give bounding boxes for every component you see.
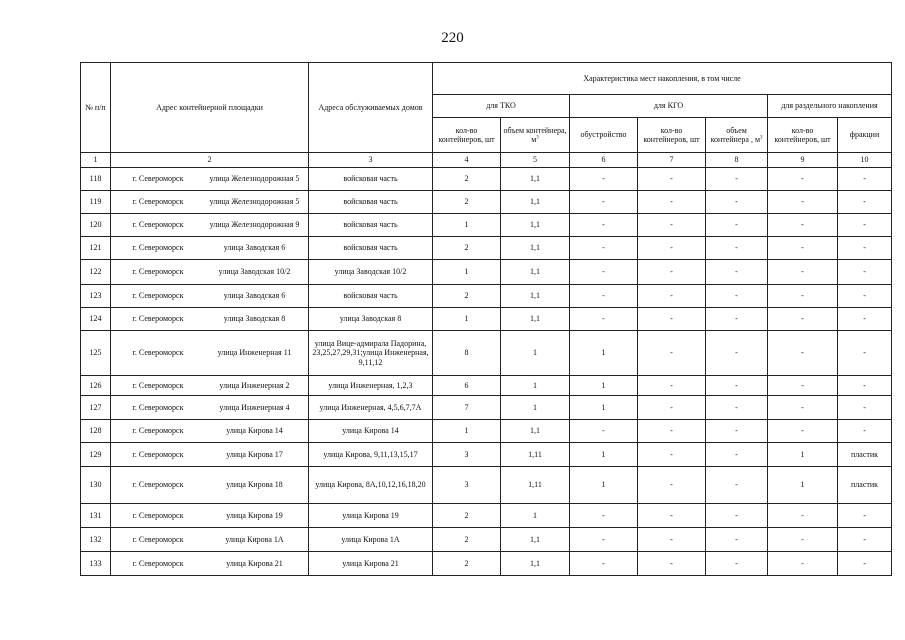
cell-sep-fraction: пластик — [838, 467, 892, 504]
cell-street: улица Заводская 6 — [223, 291, 286, 301]
cell-city: г. Североморск — [132, 480, 184, 490]
cell-kgo-arrangement: 1 — [570, 396, 638, 420]
table-header — [81, 63, 892, 168]
cell-num: 121 — [81, 237, 111, 260]
cell-site-address — [111, 467, 309, 504]
cell-sep-fraction: - — [838, 191, 892, 214]
cell-sep-count: - — [768, 396, 838, 420]
col-number: 2 — [111, 153, 309, 168]
header-tko: для ТКО — [433, 95, 570, 118]
cell-tko-count: 2 — [433, 237, 501, 260]
cell-kgo-arrangement: - — [570, 504, 638, 528]
cell-sep-fraction: - — [838, 396, 892, 420]
cell-tko-count: 2 — [433, 504, 501, 528]
col-number: 6 — [570, 153, 638, 168]
cell-tko-count: 2 — [433, 168, 501, 191]
cell-kgo-volume: - — [706, 420, 768, 443]
cell-tko-count: 7 — [433, 396, 501, 420]
cell-city: г. Североморск — [132, 510, 184, 520]
cell-sep-count: - — [768, 237, 838, 260]
header-kgo-count: кол-во контейнеров, шт — [638, 118, 706, 153]
header-tko-count: кол-во контейнеров, шт — [433, 118, 501, 153]
cell-num: 131 — [81, 504, 111, 528]
cell-kgo-arrangement: 1 — [570, 376, 638, 396]
cell-served-houses: улица Кирова 1А — [309, 528, 433, 552]
cell-tko-volume: 1,1 — [501, 308, 570, 331]
header-served-houses: Адреса обслуживаемых домов — [309, 63, 433, 153]
cell-kgo-count: - — [638, 168, 706, 191]
cell-site-address — [111, 528, 309, 552]
cell-num: 129 — [81, 443, 111, 467]
cell-site-address — [111, 260, 309, 285]
cell-tko-volume: 1,1 — [501, 260, 570, 285]
cell-sep-count: 1 — [768, 443, 838, 467]
cell-site-address — [111, 504, 309, 528]
cell-kgo-count: - — [638, 443, 706, 467]
cell-tko-volume: 1,1 — [501, 168, 570, 191]
cell-sep-count: - — [768, 308, 838, 331]
cell-served-houses: улица Заводская 8 — [309, 308, 433, 331]
cell-served-houses: улица Кирова 14 — [309, 420, 433, 443]
cell-city: г. Североморск — [132, 402, 184, 412]
table-row — [81, 504, 892, 528]
cell-kgo-arrangement: 1 — [570, 331, 638, 376]
col-number: 9 — [768, 153, 838, 168]
column-numbers-row — [81, 153, 892, 168]
cell-tko-count: 2 — [433, 552, 501, 576]
cell-tko-volume: 1 — [501, 331, 570, 376]
cell-street: улица Заводская 8 — [223, 314, 286, 324]
cell-served-houses: улица Кирова 21 — [309, 552, 433, 576]
table-row — [81, 237, 892, 260]
cell-site-address — [111, 331, 309, 376]
cell-kgo-count: - — [638, 528, 706, 552]
cell-kgo-arrangement: - — [570, 168, 638, 191]
cell-num: 127 — [81, 396, 111, 420]
cell-kgo-count: - — [638, 285, 706, 308]
cell-tko-volume: 1 — [501, 396, 570, 420]
cell-served-houses: улица Вице-адмирала Падорина, 23,25,27,29,31;улица Инженерная, 9,11,12 — [309, 331, 433, 376]
cell-street: улица Инженерная 2 — [219, 380, 290, 390]
cell-city: г. Североморск — [132, 449, 184, 459]
cell-city: г. Североморск — [132, 267, 184, 277]
cell-kgo-volume: - — [706, 191, 768, 214]
cell-city: г. Североморск — [132, 426, 184, 436]
col-number: 7 — [638, 153, 706, 168]
cell-sep-count: - — [768, 552, 838, 576]
cell-sep-fraction: - — [838, 260, 892, 285]
cell-site-address — [111, 214, 309, 237]
cell-street: улица Инженерная 11 — [217, 348, 292, 358]
table-row — [81, 214, 892, 237]
cell-site-address — [111, 396, 309, 420]
cell-served-houses: войсковая часть — [309, 191, 433, 214]
cell-sep-fraction: - — [838, 420, 892, 443]
col-number: 10 — [838, 153, 892, 168]
cell-served-houses: улица Инженерная, 4,5,6,7,7А — [309, 396, 433, 420]
cell-city: г. Североморск — [132, 291, 184, 301]
cell-kgo-arrangement: - — [570, 214, 638, 237]
cell-site-address — [111, 237, 309, 260]
cell-sep-count: - — [768, 376, 838, 396]
cell-tko-count: 1 — [433, 308, 501, 331]
cell-served-houses: улица Кирова 19 — [309, 504, 433, 528]
cell-kgo-volume: - — [706, 237, 768, 260]
cell-tko-volume: 1,1 — [501, 237, 570, 260]
col-number: 3 — [309, 153, 433, 168]
cell-city: г. Североморск — [132, 174, 184, 184]
cell-kgo-count: - — [638, 467, 706, 504]
cell-kgo-volume: - — [706, 168, 768, 191]
cell-tko-volume: 1,1 — [501, 528, 570, 552]
cell-tko-count: 6 — [433, 376, 501, 396]
cell-kgo-count: - — [638, 376, 706, 396]
col-number: 8 — [706, 153, 768, 168]
cell-tko-count: 1 — [433, 214, 501, 237]
cell-kgo-volume: - — [706, 528, 768, 552]
table-row — [81, 285, 892, 308]
table-row — [81, 331, 892, 376]
cell-street: улица Железнодорожная 5 — [209, 174, 300, 184]
cell-sep-fraction: - — [838, 237, 892, 260]
cell-kgo-count: - — [638, 331, 706, 376]
cell-sep-fraction: - — [838, 285, 892, 308]
cell-served-houses: улица Кирова, 8А,10,12,16,18,20 — [309, 467, 433, 504]
cell-num: 128 — [81, 420, 111, 443]
cell-kgo-volume: - — [706, 331, 768, 376]
cell-site-address — [111, 420, 309, 443]
cell-sep-fraction: - — [838, 552, 892, 576]
cell-kgo-count: - — [638, 237, 706, 260]
cell-sep-count: - — [768, 191, 838, 214]
cell-kgo-arrangement: 1 — [570, 467, 638, 504]
table-row — [81, 260, 892, 285]
cell-kgo-count: - — [638, 420, 706, 443]
cell-tko-count: 3 — [433, 467, 501, 504]
cell-kgo-arrangement: 1 — [570, 443, 638, 467]
header-tko-volume: объем контейнера, $м^3$ — [501, 118, 570, 153]
cell-sep-count: 1 — [768, 467, 838, 504]
cell-kgo-volume: - — [706, 260, 768, 285]
cell-tko-volume: 1,1 — [501, 420, 570, 443]
table-row — [81, 191, 892, 214]
table-row — [81, 396, 892, 420]
cell-kgo-count: - — [638, 260, 706, 285]
cell-served-houses: войсковая часть — [309, 214, 433, 237]
cell-sep-count: - — [768, 504, 838, 528]
cell-served-houses: войсковая часть — [309, 168, 433, 191]
cell-city: г. Североморск — [132, 314, 184, 324]
header-kgo-volume: объем контейнера , $м^3$ — [706, 118, 768, 153]
cell-num: 120 — [81, 214, 111, 237]
cell-street: улица Железнодорожная 5 — [209, 197, 300, 207]
col-number: 1 — [81, 153, 111, 168]
page-number: 220 — [441, 30, 464, 46]
cell-kgo-volume: - — [706, 285, 768, 308]
cell-city: г. Североморск — [132, 348, 184, 358]
cell-served-houses: улица Инженерная, 1,2,3 — [309, 376, 433, 396]
cell-kgo-count: - — [638, 552, 706, 576]
cell-tko-count: 2 — [433, 528, 501, 552]
table-row — [81, 168, 892, 191]
cell-sep-count: - — [768, 331, 838, 376]
cell-tko-volume: 1 — [501, 376, 570, 396]
cell-kgo-arrangement: - — [570, 528, 638, 552]
cell-street: улица Кирова 1А — [225, 534, 284, 544]
table-row — [81, 420, 892, 443]
header-site-address: Адрес контейнерной площадки — [111, 63, 309, 153]
cell-sep-count: - — [768, 285, 838, 308]
cell-tko-count: 2 — [433, 285, 501, 308]
cell-num: 125 — [81, 331, 111, 376]
cell-kgo-count: - — [638, 504, 706, 528]
cell-num: 118 — [81, 168, 111, 191]
cell-sep-count: - — [768, 528, 838, 552]
header-kgo: для КГО — [570, 95, 768, 118]
cell-city: г. Североморск — [132, 220, 184, 230]
cell-served-houses: войсковая часть — [309, 237, 433, 260]
cell-tko-volume: 1,1 — [501, 285, 570, 308]
cell-tko-count: 1 — [433, 260, 501, 285]
header-characteristics: Характеристика мест накопления, в том числе — [433, 63, 892, 95]
cell-tko-count: 8 — [433, 331, 501, 376]
cell-num: 126 — [81, 376, 111, 396]
header-sep-fraction: фракции — [838, 118, 892, 153]
cell-served-houses: улица Кирова, 9,11,13,15,17 — [309, 443, 433, 467]
cell-city: г. Североморск — [132, 243, 184, 253]
cell-sep-fraction: - — [838, 214, 892, 237]
cell-street: улица Кирова 17 — [226, 449, 283, 459]
cell-street: улица Кирова 21 — [226, 558, 283, 568]
cell-sep-fraction: - — [838, 376, 892, 396]
cell-tko-volume: 1,1 — [501, 191, 570, 214]
cell-kgo-arrangement: - — [570, 191, 638, 214]
cell-kgo-volume: - — [706, 504, 768, 528]
cell-tko-volume: 1,11 — [501, 443, 570, 467]
cell-sep-fraction: - — [838, 528, 892, 552]
cell-num: 124 — [81, 308, 111, 331]
cell-city: г. Североморск — [132, 380, 184, 390]
table-body — [81, 168, 892, 576]
cell-kgo-volume: - — [706, 552, 768, 576]
cell-kgo-volume: - — [706, 467, 768, 504]
cell-street: улица Кирова 18 — [226, 480, 283, 490]
cell-kgo-arrangement: - — [570, 237, 638, 260]
cell-kgo-arrangement: - — [570, 552, 638, 576]
cell-sep-count: - — [768, 214, 838, 237]
cell-street: улица Кирова 14 — [226, 426, 283, 436]
cell-city: г. Североморск — [132, 534, 184, 544]
cell-sep-fraction: - — [838, 504, 892, 528]
cell-sep-fraction: - — [838, 308, 892, 331]
table-row — [81, 443, 892, 467]
cell-sep-count: - — [768, 260, 838, 285]
cell-num: 133 — [81, 552, 111, 576]
cell-city: г. Североморск — [132, 197, 184, 207]
cell-street: улица Заводская 10/2 — [218, 267, 291, 277]
cell-city: г. Североморск — [132, 558, 184, 568]
cell-sep-count: - — [768, 420, 838, 443]
cell-sep-fraction: - — [838, 331, 892, 376]
cell-tko-count: 1 — [433, 420, 501, 443]
cell-street: улица Инженерная 4 — [219, 402, 290, 412]
cell-site-address — [111, 376, 309, 396]
cell-tko-count: 3 — [433, 443, 501, 467]
header-separate: для раздельного накопления — [768, 95, 892, 118]
cell-kgo-count: - — [638, 396, 706, 420]
cell-street: улица Железнодорожная 9 — [209, 220, 300, 230]
cell-kgo-count: - — [638, 214, 706, 237]
header-sep-count: кол-во контейнеров, шт — [768, 118, 838, 153]
cell-tko-volume: 1,11 — [501, 467, 570, 504]
cell-site-address — [111, 285, 309, 308]
cell-site-address — [111, 308, 309, 331]
cell-num: 122 — [81, 260, 111, 285]
cell-street: улица Заводская 6 — [223, 243, 286, 253]
cell-kgo-volume: - — [706, 443, 768, 467]
cell-kgo-volume: - — [706, 396, 768, 420]
col-number: 5 — [501, 153, 570, 168]
table-row — [81, 552, 892, 576]
cell-sep-fraction: пластик — [838, 443, 892, 467]
header-kgo-arrangement: обустройство — [570, 118, 638, 153]
container-sites-table — [80, 62, 892, 576]
cell-kgo-volume: - — [706, 308, 768, 331]
cell-served-houses: войсковая часть — [309, 285, 433, 308]
cell-kgo-count: - — [638, 308, 706, 331]
cell-tko-count: 2 — [433, 191, 501, 214]
table-row — [81, 528, 892, 552]
cell-num: 123 — [81, 285, 111, 308]
cell-kgo-count: - — [638, 191, 706, 214]
cell-num: 119 — [81, 191, 111, 214]
cell-served-houses: улица Заводская 10/2 — [309, 260, 433, 285]
header-num: № п/п — [81, 63, 111, 153]
cell-sep-fraction: - — [838, 168, 892, 191]
cell-num: 132 — [81, 528, 111, 552]
cell-site-address — [111, 552, 309, 576]
cell-site-address — [111, 443, 309, 467]
cell-kgo-arrangement: - — [570, 308, 638, 331]
col-number: 4 — [433, 153, 501, 168]
cell-site-address — [111, 191, 309, 214]
table-row — [81, 376, 892, 396]
cell-num: 130 — [81, 467, 111, 504]
table-row — [81, 467, 892, 504]
cell-kgo-arrangement: - — [570, 420, 638, 443]
cell-tko-volume: 1 — [501, 504, 570, 528]
table-row — [81, 308, 892, 331]
cell-kgo-arrangement: - — [570, 285, 638, 308]
cell-kgo-volume: - — [706, 214, 768, 237]
cell-sep-count: - — [768, 168, 838, 191]
cell-kgo-arrangement: - — [570, 260, 638, 285]
cell-site-address — [111, 168, 309, 191]
cell-kgo-volume: - — [706, 376, 768, 396]
cell-street: улица Кирова 19 — [226, 510, 283, 520]
cell-tko-volume: 1,1 — [501, 214, 570, 237]
cell-tko-volume: 1,1 — [501, 552, 570, 576]
